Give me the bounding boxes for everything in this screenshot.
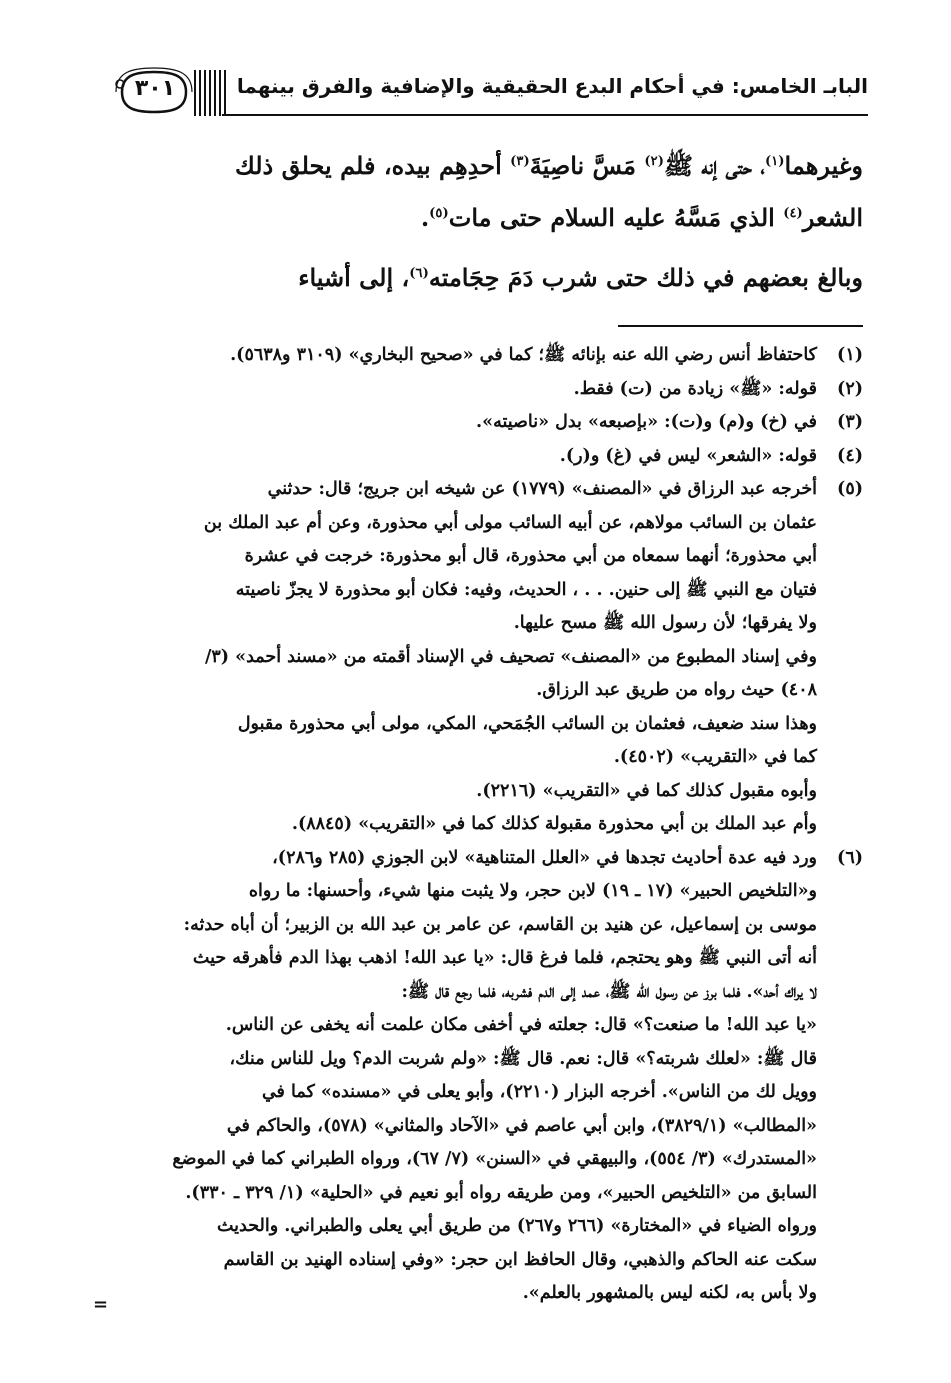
footnote-line: وأبوه مقبول كذلك كما في «التقريب» (٢٢١٦). (476, 780, 817, 801)
footnote-number: (٢) (837, 378, 863, 399)
footnote-line: قال ﷺ: «لعلك شربته؟» قال: نعم. قال ﷺ: «ولم شربت الدم؟ ويل للناس منك، (229, 1048, 817, 1069)
footnote-line: وأم عبد الملك بن أبي محذورة مقبولة كذلك كما في «التقريب» (٨٨٤٥). (291, 814, 817, 834)
footnote-line: أنه أتى النبي ﷺ وهو يحتجم، فلما فرغ قال: «يا عبد الله! اذهب بهذا الدم فأهرقه حيث (192, 948, 817, 968)
main-text (118, 140, 863, 304)
page-number: ٣٠١ (134, 76, 176, 101)
footnote-ref: (٣) (510, 154, 530, 169)
footnote-line: وويل لك من الناس». أخرجه البزار (٢٢١٠)، وأبو يعلى في «مسنده» كما في (261, 1082, 817, 1102)
footnote (118, 339, 863, 373)
footnote (118, 373, 863, 407)
footnote-ref: (١) (764, 154, 785, 169)
footnote-line: كما في «التقريب» (٤٥٠٢). (613, 747, 817, 767)
footnote-number: (٦) (837, 847, 863, 868)
footnote-line: وهذا سند ضعيف، فعثمان بن السائب الجُمَحي، المكي، مولى أبي محذورة مقبول (237, 713, 817, 734)
footnote-line: ورواه الضياء في «المختارة» (٢٦٦ و٢٦٧) من طريق أبي يعلى والطبراني. والحديث (217, 1216, 817, 1236)
footnote-line: «المطالب» (٣٨٢٩/١)، وابن أبي عاصم في «الآحاد والمثاني» (٥٧٨)، والحاكم في (226, 1115, 817, 1136)
footnote-ref: (٦) (409, 266, 429, 281)
footnote-line: سكت عنه الحاكم والذهبي، وقال الحافظ ابن حجر: «وفي إسناده الهنيد بن القاسم (223, 1249, 817, 1270)
footnote-line: ورد فيه عدة أحاديث تجدها في «العلل المتناهية» لابن الجوزي (٢٨٥ و٢٨٦)، (272, 847, 817, 868)
main-line: وغيرهما$^{(١)}$، حتى إنه ﷺ$^{(٢)}$ مَسَّ ناصِيَةَ$^{(٣)}$ أحدِهِم بيده، فلم يحلق ذلك (235, 151, 863, 180)
footnote-line: في (خ) و(م) و(ت): «بإصبعه» بدل «ناصيته». (476, 412, 817, 432)
footnote-ref: (٥) (429, 206, 449, 221)
running-header (112, 62, 868, 124)
footnote-line: أخرجه عبد الرزاق في «المصنف» (١٧٧٩) عن شيخه ابن جريج؛ قال: حدثني (267, 479, 817, 499)
main-line: وبالغ بعضهم في ذلك حتى شرب دَمَ حِجَامته$^{(٦)}$، إلى أشياء (298, 263, 863, 292)
footnotes (118, 339, 863, 1311)
footnote-line: كاحتفاظ أنس رضي الله عنه بإنائه ﷺ؛ كما في «صحيح البخاري» (٣١٠٩ و٥٦٣٨). (230, 345, 817, 365)
footnote-number: (٤) (837, 445, 863, 466)
footnote-line: موسى بن إسماعيل، عن هنيد بن القاسم، عن عامر بن عبد الله بن الزبير؛ أن أباه حدثه: (183, 914, 817, 935)
continuation-mark: = (93, 1294, 109, 1315)
footnote-ref: (٢) (644, 154, 664, 169)
footnote-ref: (٤) (783, 206, 803, 221)
footnote-line: قوله: «ﷺ» زيادة من (ت) فقط. (573, 378, 817, 399)
footnote-line: أبي محذورة؛ أنهما سمعاه من أبي محذورة، قال أبو محذورة: خرجت في عشرة (244, 546, 817, 566)
footnote-separator (618, 325, 863, 327)
footnote-line: ولا بأس به، لكنه ليس بالمشهور بالعلم». (522, 1283, 817, 1303)
footnote-line: و«التلخيص الحبير» (١٧ ـ ١٩) لابن حجر، ولا يثبت منها شيء، وأحسنها: ما رواه (248, 881, 817, 901)
main-line: الشعر$^{(٤)}$ الذي مَسَّهُ عليه السلام حتى مات$^{(٥)}$. (420, 203, 863, 232)
footnote-line: السابق من «التلخيص الحبير»، ومن طريقه رواه أبو نعيم في «الحلية» (١/ ٣٢٩ ـ ٣٣٠). (185, 1182, 817, 1203)
footnote-number: (١) (837, 345, 863, 365)
footnote (118, 473, 863, 842)
footnote-line: ولا يفرقها؛ لأن رسول الله ﷺ مسح عليها. (513, 613, 817, 633)
footnote (118, 842, 863, 1311)
footnote (118, 440, 863, 474)
footnote-line: عثمان بن السائب مولاهم، عن أبيه السائب مولى أبي محذورة، وعن أم عبد الملك بن (203, 512, 817, 533)
footnote (118, 406, 863, 440)
footnote-line: لا يراك أحد». فلما برز عن رسول الله ﷺ، عمد إلى الدم فشربه، فلما رجع قال ﷺ: (401, 981, 817, 1002)
running-title: البابـ الخامس: في أحكام البدع الحقيقية والإضافية والفرق بينهما (236, 74, 868, 98)
footnote-line: وفي إسناد المطبوع من «المصنف» تصحيف في الإسناد أقمته من «مسند أحمد» (٣/ (204, 646, 817, 667)
footnote-line: «يا عبد الله! ما صنعت؟» قال: جعلته في أخفى مكان علمت أنه يخفى عن الناس. (225, 1015, 817, 1035)
header-ornament-bars (194, 70, 228, 116)
header-rule (222, 114, 868, 116)
footnote-number: (٣) (837, 412, 863, 432)
footnote-line: ٤٠٨) حيث رواه من طريق عبد الرزاق. (536, 680, 817, 700)
footnote-line: «المستدرك» (٣/ ٥٥٤)، والبيهقي في «السنن» (٧/ ٦٧)، ورواه الطبراني كما في الموضع (172, 1149, 817, 1169)
footnote-line: قوله: «الشعر» ليس في (غ) و(ر). (559, 445, 817, 466)
footnote-line: فتيان مع النبي ﷺ إلى حنين. . . ، الحديث، وفيه: فكان أبو محذورة لا يجزّ ناصيته (235, 579, 817, 600)
footnote-number: (٥) (837, 479, 863, 499)
